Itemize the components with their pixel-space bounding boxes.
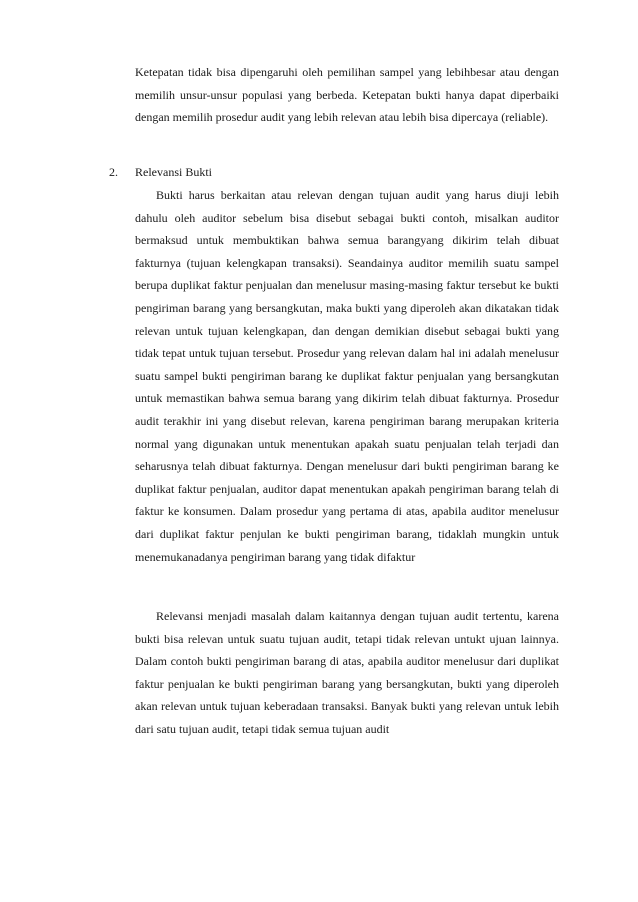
paragraph-precision: Ketepatan tidak bisa dipengaruhi oleh pemilihan sampel yang lebihbesar atau dengan memilih unsur-unsur populasi yang berbeda. Ketepatan bukti hanya dapat diperbaiki dengan memilih prosedur audit yang lebih relevan atau lebih bisa dipercaya (reliable). <box>135 65 559 125</box>
section-title: Relevansi Bukti <box>135 165 212 179</box>
paragraph-relevance-body: Bukti harus berkaitan atau relevan dengan tujuan audit yang harus diuji lebih dahulu oleh auditor sebelum bisa disebut sebagai bukti contoh, misalkan auditor bermaksud untuk membuktikan bahwa semua barangyang dikirim telah dibuat fakturnya (tujuan kelengkapan transaksi). Seandainya auditor memilih suatu sampel berupa duplikat faktur penjualan dan menelusur masing-masing faktur tersebut ke bukti pengiriman barang yang bersangkutan, maka bukti yang diperoleh akan dikatakan tidak relevan untuk tujuan kelengkapan, dan dengan demikian disebut sebagai bukti yang tidak tepat untuk tujuan tersebut. Prosedur yang relevan dalam hal ini adalah menelusur suatu sampel bukti pengiriman barang ke duplikat faktur penjualan yang bersangkutan untuk memastikan bahwa semua barang yang dikirim telah dibuat fakturnya. Prosedur audit terakhir ini yang disebut relevan, karena pengiriman barang merupakan kriteria normal yang digunakan untuk menentukan apakah suatu penjualan telah terjadi dan seharusnya telah dibuat fakturnya. Dengan menelusur dari bukti pengiriman barang ke duplikat faktur penjualan, auditor dapat menentukan apakah pengiriman barang telah di faktur ke konsumen. Dalam prosedur yang pertama di atas, apabila auditor menelusur dari duplikat faktur penjulan ke bukti pengiriman barang, tidaklah mungkin untuk menemukanadanya pengiriman barang yang tidak difaktur <box>135 188 559 564</box>
paragraph-relevance-objectives: Relevansi menjadi masalah dalam kaitannya dengan tujuan audit tertentu, karena bukti bisa relevan untuk suatu tujuan audit, tetapi tidak relevan untukt ujuan lainnya. Dalam contoh bukti pengiriman barang di atas, apabila auditor menelusur dari duplikat faktur penjualan ke bukti pengiriman barang yang bersangkutan, bukti yang diperoleh akan relevan untuk tujuan keberadaan transaksi. Banyak bukti yang relevan untuk lebih dari satu tujuan audit, tetapi tidak semua tujuan audit <box>135 609 559 736</box>
section-number: 2. <box>109 165 118 179</box>
section-heading <box>109 161 559 184</box>
